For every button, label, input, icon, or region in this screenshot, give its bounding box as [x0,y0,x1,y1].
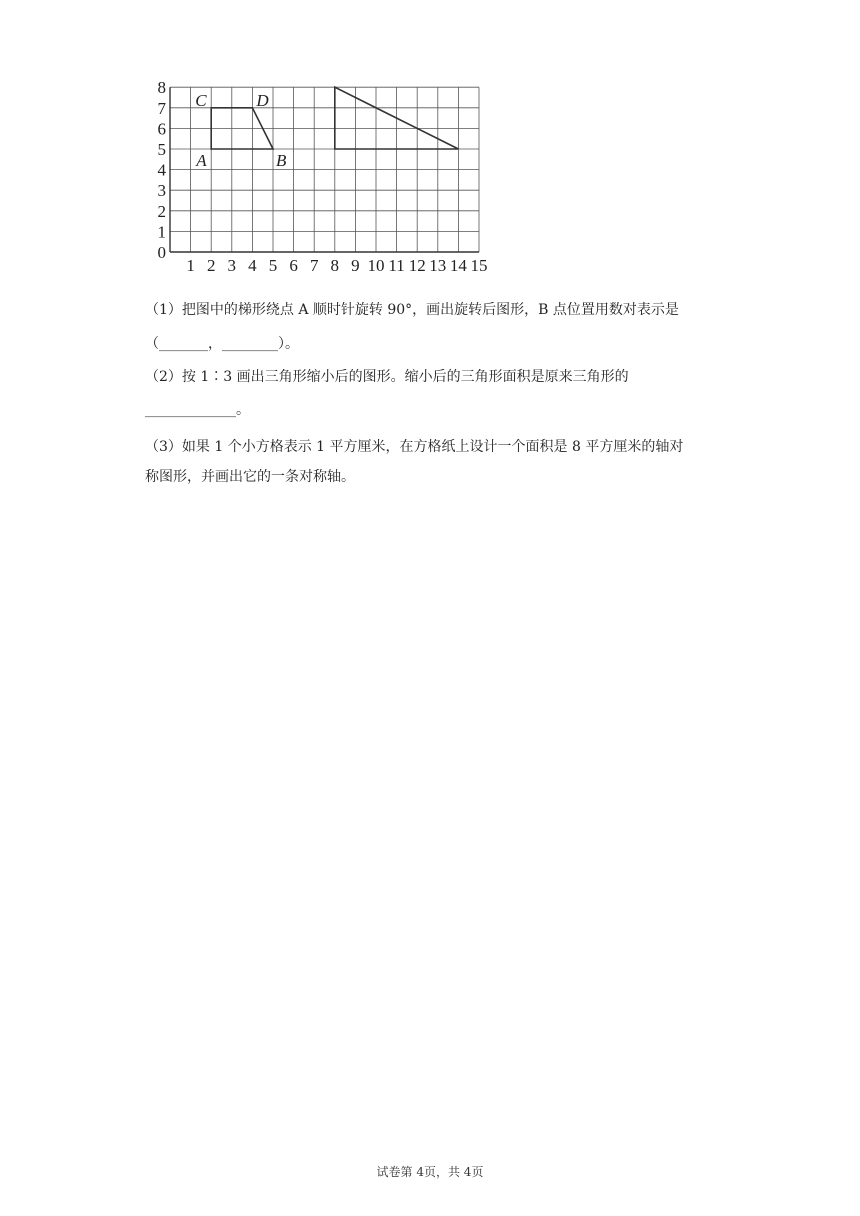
y-tick-label: 5 [157,140,166,159]
y-tick-label: 6 [157,119,166,139]
vertex-label-d: D [256,90,269,110]
question-3-line-2: 称图形，并画出它的一条对称轴。 [145,469,355,485]
question-3-line-1: （3）如果 1 个小方格表示 1 平方厘米，在方格纸上设计一个面积是 8 平方厘米的轴对 [145,439,684,455]
x-tick-label: 11 [388,256,405,275]
x-tick-label: 10 [367,256,385,275]
x-tick-label: 13 [429,256,447,275]
x-tick-label: 9 [351,256,360,275]
y-axis-tick-labels [158,78,167,262]
question-2-line-1: （2）按 1∶3 画出三角形缩小后的图形。缩小后的三角形面积是原来三角形的 [145,369,629,385]
x-axis-tick-labels [186,256,487,275]
x-tick-label: 2 [206,256,216,275]
x-tick-label: 3 [227,256,237,275]
x-tick-label: 6 [289,256,298,275]
x-tick-label: 8 [330,256,340,275]
y-tick-label: 7 [157,98,166,118]
coordinate-grid-figure [0,0,860,290]
y-tick-label: 2 [157,201,166,221]
page-footer: 试卷第 4页，共 4页 [376,1165,484,1179]
x-tick-label: 4 [248,256,257,275]
vertex-label-b: B [276,151,287,170]
vertex-label-a: A [196,151,207,170]
x-tick-label: 15 [470,256,488,275]
x-tick-label: 14 [449,256,467,275]
grid-lines [170,87,479,252]
x-tick-label: 1 [186,256,195,275]
question-1-line-1: （1）把图中的梯形绕点 A 顺时针旋转 90°，画出旋转后图形，B 点位置用数对表示是 [145,302,679,318]
vertex-label-c: C [195,90,207,110]
question-2-answer-blank: _____________。 [145,402,250,418]
y-tick-label: 0 [157,243,166,262]
y-tick-label: 3 [157,181,166,201]
x-tick-label: 7 [309,256,319,275]
x-tick-label: 12 [408,256,426,275]
y-tick-label: 8 [157,78,166,98]
y-tick-label: 4 [157,160,166,180]
question-1-answer-blanks: （_______，________）。 [145,336,299,352]
x-tick-label: 5 [268,256,278,275]
y-tick-label: 1 [157,222,166,242]
